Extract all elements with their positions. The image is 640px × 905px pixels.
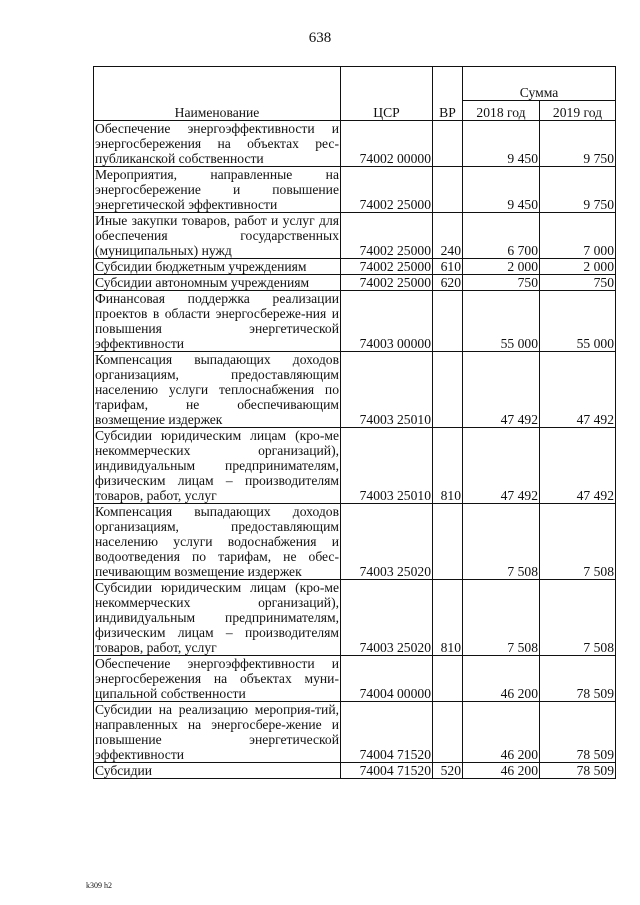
page-number: 638 bbox=[308, 30, 332, 46]
row-name: Компенсация выпадающих доходов организациям, предоставляющим населению услуги теплоснабжения по тарифам, не обеспечивающим возмещение издержек bbox=[95, 352, 339, 427]
row-sum-2018: 55 000 bbox=[463, 291, 540, 352]
row-sum-2018: 750 bbox=[463, 275, 540, 291]
row-sum-2018: 2 000 bbox=[463, 259, 540, 275]
row-name: Субсидии на реализацию мероприя-тий, направленных на энергосбере-жение и повышение энергетической эффективности bbox=[95, 702, 339, 762]
row-sum-2019: 55 000 bbox=[540, 291, 616, 352]
row-sum-2018: 7 508 bbox=[463, 504, 540, 580]
budget-table bbox=[93, 66, 616, 779]
row-sum-2018: 46 200 bbox=[463, 702, 540, 763]
row-csr: 74002 25000 bbox=[341, 259, 433, 275]
table-row bbox=[94, 291, 616, 352]
header-year-2019: 2019 год bbox=[540, 101, 616, 121]
row-sum-2019: 78 509 bbox=[540, 763, 616, 779]
row-sum-2019: 78 509 bbox=[540, 656, 616, 702]
row-sum-2019: 9 750 bbox=[540, 121, 616, 167]
row-sum-2018: 9 450 bbox=[463, 167, 540, 213]
row-vr bbox=[433, 291, 463, 352]
row-name: Субсидии юридическим лицам (кро-ме некоммерческих организаций), индивидуальным предпринимателям, физическим лицам – производителям товаров, работ, услуг bbox=[95, 580, 339, 655]
row-csr: 74002 00000 bbox=[341, 121, 433, 167]
row-name: Иные закупки товаров, работ и услуг для обеспечения государственных (муниципальных) нужд bbox=[95, 213, 339, 258]
row-sum-2018: 47 492 bbox=[463, 352, 540, 428]
row-sum-2019: 7 508 bbox=[540, 580, 616, 656]
row-csr: 74003 25010 bbox=[341, 428, 433, 504]
row-name: Субсидии бюджетным учреждениям bbox=[94, 259, 341, 275]
row-csr: 74003 00000 bbox=[341, 291, 433, 352]
row-vr bbox=[433, 702, 463, 763]
table-row bbox=[94, 121, 616, 167]
row-vr bbox=[433, 656, 463, 702]
row-vr bbox=[433, 167, 463, 213]
row-sum-2018: 47 492 bbox=[463, 428, 540, 504]
row-name: Мероприятия, направленные на энергосбережение и повышение энергетической эффективности bbox=[95, 167, 339, 212]
row-csr: 74003 25020 bbox=[341, 580, 433, 656]
row-csr: 74003 25020 bbox=[341, 504, 433, 580]
row-sum-2019: 47 492 bbox=[540, 428, 616, 504]
table-row bbox=[94, 167, 616, 213]
table-row bbox=[94, 763, 616, 779]
row-vr: 620 bbox=[433, 275, 463, 291]
table-row bbox=[94, 213, 616, 259]
row-vr bbox=[433, 352, 463, 428]
header-sum: Сумма bbox=[463, 67, 616, 101]
row-name: Субсидии автономным учреждениям bbox=[94, 275, 341, 291]
row-csr: 74004 71520 bbox=[341, 763, 433, 779]
row-name: Обеспечение энергоэффективности и энергосбережения на объектах муни-ципальной собственности bbox=[95, 656, 339, 701]
row-csr: 74002 25000 bbox=[341, 167, 433, 213]
row-name: Обеспечение энергоэффективности и энергосбережения на объектах рес-публиканской собственности bbox=[95, 121, 339, 166]
row-sum-2019: 78 509 bbox=[540, 702, 616, 763]
table-row bbox=[94, 428, 616, 504]
table-row bbox=[94, 275, 616, 291]
header-name: Наименование bbox=[94, 67, 341, 121]
row-sum-2018: 46 200 bbox=[463, 763, 540, 779]
row-sum-2018: 46 200 bbox=[463, 656, 540, 702]
row-vr: 810 bbox=[433, 428, 463, 504]
row-sum-2019: 7 000 bbox=[540, 213, 616, 259]
row-name: Компенсация выпадающих доходов организациям, предоставляющим населению услуги водоснабжения и водоотведения по тарифам, не обес-печивающим возмещение издержек bbox=[95, 504, 339, 579]
footer-code: k309 h2 bbox=[86, 881, 112, 890]
table-row bbox=[94, 259, 616, 275]
row-vr bbox=[433, 504, 463, 580]
row-vr bbox=[433, 121, 463, 167]
row-sum-2019: 9 750 bbox=[540, 167, 616, 213]
row-csr: 74004 71520 bbox=[341, 702, 433, 763]
row-sum-2018: 9 450 bbox=[463, 121, 540, 167]
table-body bbox=[94, 121, 616, 779]
row-sum-2018: 6 700 bbox=[463, 213, 540, 259]
row-name: Финансовая поддержка реализации проектов в области энергосбереже-ния и повышения энергетической эффективности bbox=[95, 291, 339, 351]
row-sum-2019: 2 000 bbox=[540, 259, 616, 275]
header-csr: ЦСР bbox=[341, 67, 433, 121]
table-row bbox=[94, 702, 616, 763]
row-csr: 74004 00000 bbox=[341, 656, 433, 702]
row-vr: 610 bbox=[433, 259, 463, 275]
row-vr: 810 bbox=[433, 580, 463, 656]
table-row bbox=[94, 580, 616, 656]
row-sum-2018: 7 508 bbox=[463, 580, 540, 656]
table-row bbox=[94, 504, 616, 580]
row-vr: 520 bbox=[433, 763, 463, 779]
header-year-2018: 2018 год bbox=[463, 101, 540, 121]
row-sum-2019: 750 bbox=[540, 275, 616, 291]
table-row bbox=[94, 656, 616, 702]
header-vr: ВР bbox=[433, 67, 463, 121]
row-sum-2019: 7 508 bbox=[540, 504, 616, 580]
row-csr: 74003 25010 bbox=[341, 352, 433, 428]
row-name: Субсидии bbox=[94, 763, 341, 779]
row-vr: 240 bbox=[433, 213, 463, 259]
table-row bbox=[94, 352, 616, 428]
row-name: Субсидии юридическим лицам (кро-ме некоммерческих организаций), индивидуальным предпринимателям, физическим лицам – производителям товаров, работ, услуг bbox=[95, 428, 339, 503]
row-csr: 74002 25000 bbox=[341, 275, 433, 291]
row-sum-2019: 47 492 bbox=[540, 352, 616, 428]
row-csr: 74002 25000 bbox=[341, 213, 433, 259]
